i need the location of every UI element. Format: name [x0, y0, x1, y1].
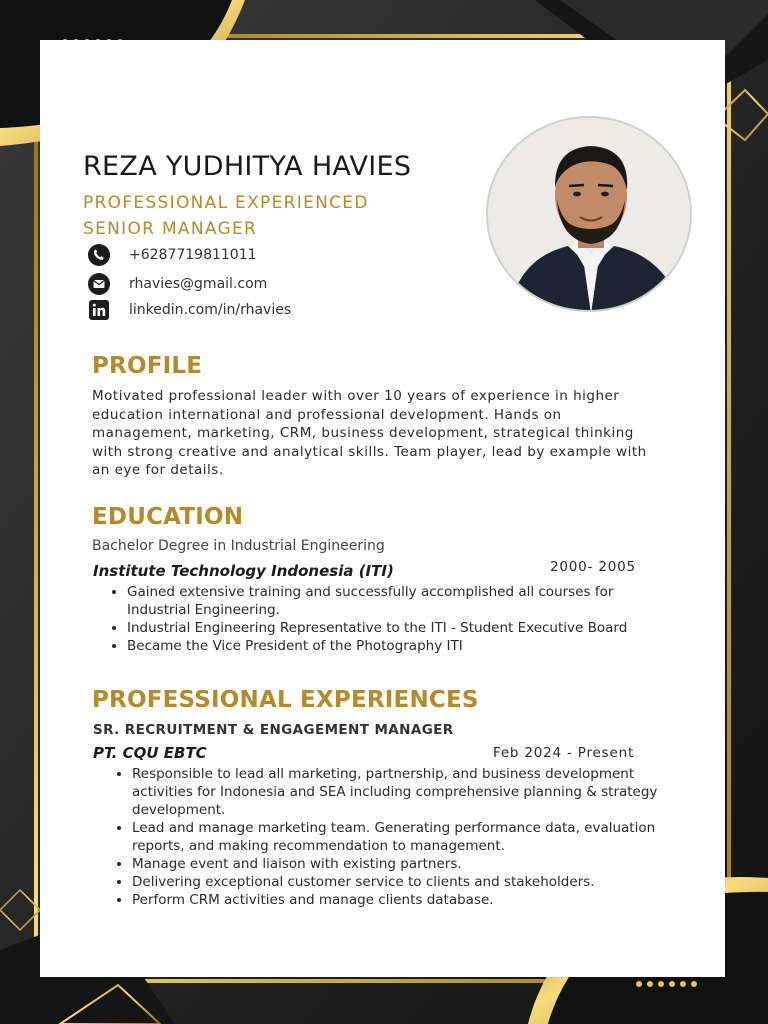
contact-phone[interactable] — [86, 242, 257, 268]
profile-text: Motivated professional leader with over 10 years of experience in higher education international and professional development. Hands on management, marketing, CRM, business development, strategical thinking with strong creative and analytical skills. Team player, lead by example with an eye for details. — [92, 388, 647, 478]
job-title: SR. RECRUITMENT & ENGAGEMENT MANAGER — [93, 722, 454, 738]
education-degree: Bachelor Degree in Industrial Engineering — [92, 538, 385, 554]
email-icon — [86, 271, 112, 297]
contact-linkedin[interactable] — [86, 297, 291, 323]
contact-email[interactable] — [86, 271, 267, 297]
linkedin-icon — [86, 297, 112, 323]
title-line-1: PROFESSIONAL EXPERIENCED — [83, 193, 369, 213]
list-item: • Manage event and liaison with existing partners. — [132, 855, 687, 873]
candidate-name: REZA YUDHITYA HAVIES — [83, 151, 412, 182]
list-item: • Gained extensive training and successfully accomplished all courses for Industrial Engineering. — [127, 583, 667, 619]
experience-heading: PROFESSIONAL EXPERIENCES — [92, 687, 479, 713]
list-item: • Perform CRM activities and manage clients database. — [132, 891, 687, 909]
profile-photo — [486, 116, 692, 312]
list-item: • Delivering exceptional customer service to clients and stakeholders. — [132, 873, 687, 891]
education-dates: 2000- 2005 — [550, 559, 636, 575]
experience-bullets — [114, 765, 687, 909]
company-name: PT. CQU EBTC — [93, 744, 207, 762]
list-item: • Responsible to lead all marketing, partnership, and business development activities for Indonesia and SEA including comprehensive planning & strategy development. — [132, 765, 687, 819]
education-bullets — [109, 583, 667, 655]
experience-dates: Feb 2024 - Present — [493, 745, 635, 761]
list-item: • Lead and manage marketing team. Generating performance data, evaluation reports, and making recommendation to management. — [132, 819, 687, 855]
title-line-2: SENIOR MANAGER — [83, 219, 258, 239]
education-heading: EDUCATION — [92, 504, 244, 530]
email-address: rhavies@gmail.com — [129, 276, 268, 292]
list-item: • Industrial Engineering Representative to the ITI - Student Executive Board — [127, 619, 667, 637]
list-item: • Became the Vice President of the Photography ITI — [127, 637, 667, 655]
education-institution: Institute Technology Indonesia (ITI) — [93, 562, 394, 580]
linkedin-url: linkedin.com/in/rhavies — [129, 302, 292, 318]
phone-icon — [86, 242, 112, 268]
profile-heading: PROFILE — [92, 353, 203, 379]
phone-number: +6287719811011 — [129, 247, 257, 263]
